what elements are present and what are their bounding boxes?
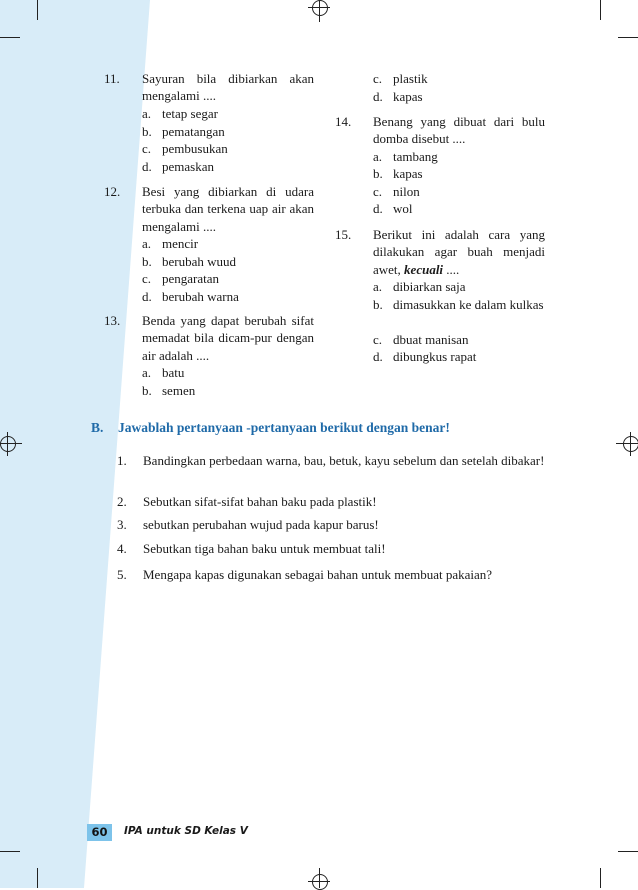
section-b-heading — [91, 420, 450, 436]
option-a: a. dibiarkan saja — [373, 279, 466, 294]
option-c: c. pembusukan — [142, 141, 228, 156]
book-title: IPA untuk SD Kelas V — [124, 825, 248, 837]
option-b: b. pematangan — [142, 124, 225, 139]
option-a: a. batu — [142, 365, 185, 380]
option-b: b. semen — [142, 383, 196, 398]
question-stem: Benda yang dapat berubah sifat memadat bila dicam-pur dengan air adalah .... — [142, 313, 314, 363]
question-number: 15. — [335, 227, 352, 242]
option-d: d. pemaskan — [142, 159, 214, 174]
option-c: c. dbuat manisan — [373, 332, 469, 347]
option-a: a. mencir — [142, 236, 199, 251]
question-stem: Sayuran bila dibiarkan akan mengalami .... — [142, 71, 314, 104]
option-d: d. wol — [373, 201, 413, 216]
section-title: Jawablah pertanyaan -pertanyaan berikut dengan benar! — [118, 420, 450, 435]
option-b: b. dimasukkan ke dalam kulkas — [373, 297, 544, 312]
option-c: c. nilon — [373, 184, 420, 199]
question-stem: Benang yang dibuat dari bulu domba disebut .... — [373, 114, 545, 147]
option-b: b. berubah wuud — [142, 254, 237, 269]
question-number: 14. — [335, 114, 352, 129]
option-c: c. plastik — [373, 71, 428, 86]
registration-mark-bottom — [308, 868, 332, 888]
option-d: d. kapas — [373, 89, 423, 104]
page-number: 60 — [87, 824, 112, 841]
question-number: 11. — [104, 71, 120, 86]
option-a: a. tetap segar — [142, 106, 218, 121]
emphasis-word: kecuali — [404, 261, 444, 277]
option-a: a. tambang — [373, 149, 438, 164]
registration-mark-top — [308, 0, 332, 22]
question-stem: Besi yang dibiarkan di udara terbuka dan terkena uap air akan mengalami .... — [142, 184, 314, 234]
option-d: d. berubah warna — [142, 289, 239, 304]
option-d: d. dibungkus rapat — [373, 349, 477, 364]
side-color-band — [0, 0, 150, 888]
option-c: c. pengaratan — [142, 271, 220, 286]
registration-mark-left — [0, 432, 22, 456]
section-letter: B. — [91, 420, 104, 435]
registration-mark-right — [616, 432, 638, 456]
option-b: b. kapas — [373, 166, 423, 181]
question-number: 12. — [104, 184, 121, 199]
question-stem: Berikut ini adalah cara yang dilakukan agar buah menjadi awet, kecuali .... — [373, 227, 545, 277]
question-number: 13. — [104, 313, 121, 328]
